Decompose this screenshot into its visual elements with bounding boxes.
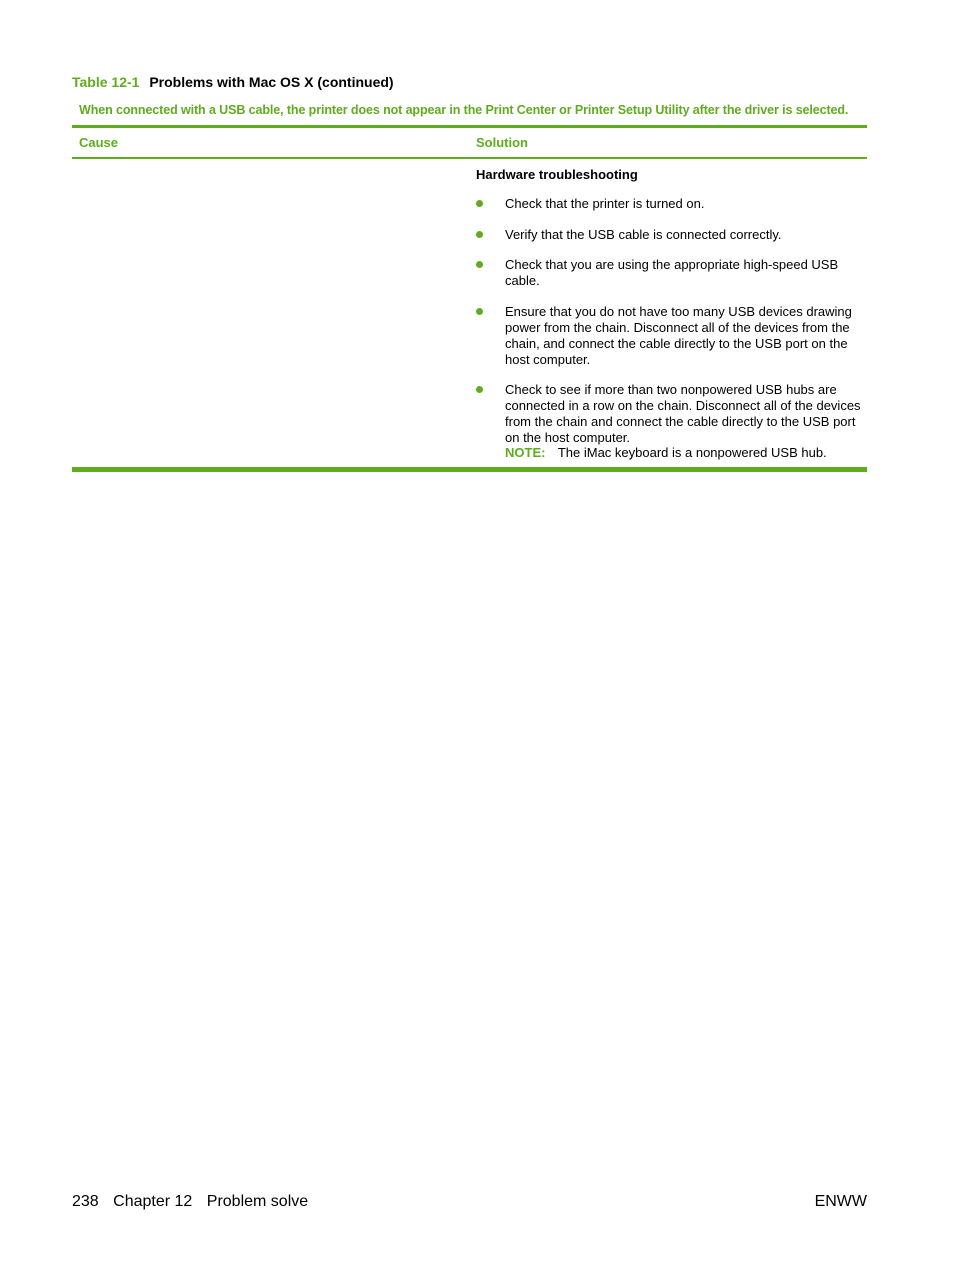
bullet-text: Check to see if more than two nonpowered USB hubs are connected in a row on the chain. Disconnect all of the devices from the chain and connect the cable directly to the USB port on the host computer.	[505, 382, 861, 445]
table-bottom-rule	[72, 467, 867, 472]
note	[505, 445, 827, 460]
column-header-solution: Solution	[476, 135, 528, 150]
footer-section: Problem solve	[206, 1193, 309, 1210]
page-footer-left	[72, 1193, 308, 1211]
note-label: NOTE:	[505, 445, 546, 460]
page-number: 238	[72, 1193, 99, 1210]
bullet-text: Check that the printer is turned on.	[505, 196, 705, 211]
footer-chapter: Chapter 12	[113, 1193, 193, 1210]
bullet-icon	[476, 200, 483, 207]
table-caption	[72, 74, 394, 90]
table-header-rule	[72, 157, 867, 159]
solution-heading: Hardware troubleshooting	[476, 167, 638, 182]
bullet-icon	[476, 386, 483, 393]
table-problem-statement: When connected with a USB cable, the printer does not appear in the Print Center or Printer Setup Utility after the driver is selected.	[79, 103, 849, 117]
list-item	[476, 304, 868, 368]
bullet-text: Verify that the USB cable is connected correctly.	[505, 226, 782, 242]
table-number: Table 12-1	[72, 74, 140, 90]
page-footer-right: ENWW	[814, 1193, 867, 1210]
list-item	[476, 257, 868, 289]
note-text: The iMac keyboard is a nonpowered USB hub.	[557, 445, 827, 460]
table-title: Problems with Mac OS X (continued)	[149, 74, 394, 90]
list-item	[476, 196, 868, 212]
list-item	[476, 227, 868, 243]
bullet-icon	[476, 231, 483, 238]
solution-bullet-list	[476, 196, 868, 461]
bullet-text: Ensure that you do not have too many USB devices drawing power from the chain. Disconnect all of the devices from the chain, and connect the cable directly to the USB port on the host computer.	[505, 303, 852, 367]
header-column-divider	[469, 128, 470, 157]
column-header-cause: Cause	[79, 135, 119, 150]
bullet-icon	[476, 308, 483, 315]
list-item	[476, 382, 868, 446]
bullet-icon	[476, 261, 483, 268]
bullet-text: Check that you are using the appropriate high-speed USB cable.	[505, 257, 839, 288]
